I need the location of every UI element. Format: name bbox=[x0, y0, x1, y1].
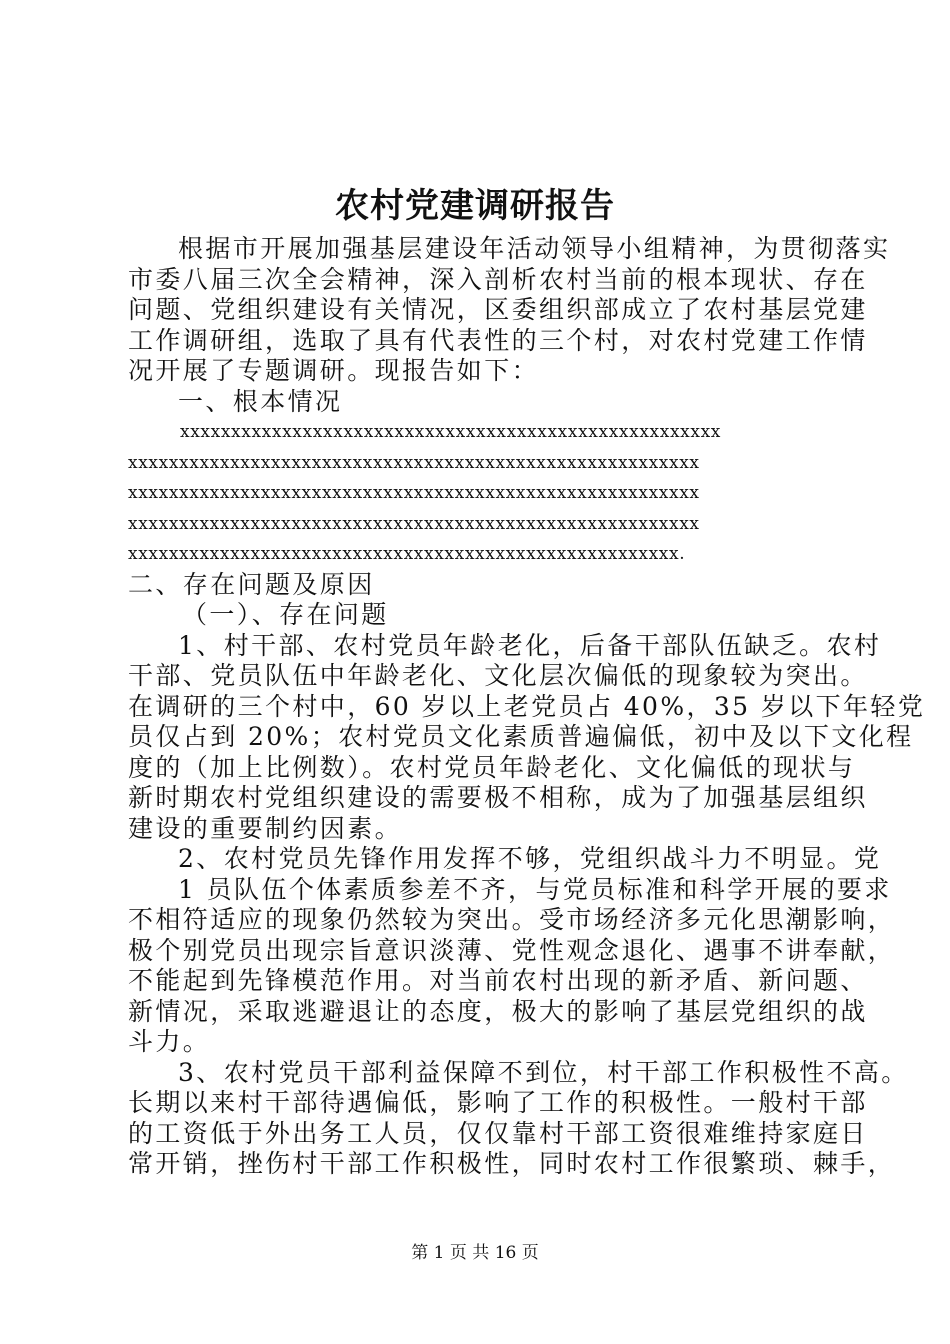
intro-line-5: 况开展了专题调研。现报告如下： bbox=[128, 356, 540, 385]
problem-2-line-7: 斗力。 bbox=[128, 1027, 211, 1056]
page-footer: 第 1 页 共 16 页 bbox=[411, 1243, 539, 1263]
problem-2-line-1: 2、农村党员先锋作用发挥不够，党组织战斗力不明显。党 bbox=[178, 844, 882, 873]
problem-1-line-3: 在调研的三个村中，60 岁以上老党员占 40%，35 岁以下年轻党 bbox=[128, 691, 926, 721]
problem-2-line-2: 1 员队伍个体素质参差不齐，与党员标准和科学开展的要求 bbox=[178, 874, 892, 904]
placeholder-line-3: xxxxxxxxxxxxxxxxxxxxxxxxxxxxxxxxxxxxxxxxxxxxxxxxxxxxxxxx bbox=[128, 483, 700, 503]
document-body bbox=[128, 234, 926, 1180]
problem-1-line-6: 新时期农村党组织建设的需要极不相称，成为了加强基层组织 bbox=[128, 783, 868, 812]
section-heading-basic: 一、根本情况 bbox=[178, 386, 343, 416]
problem-2-line-4: 极个别党员出现宗旨意识淡薄、党性观念退化、遇事不讲奉献， bbox=[128, 935, 896, 965]
section-heading-problems: 二、存在问题及原因 bbox=[128, 569, 375, 599]
problem-1-line-5: 度的（加上比例数）。农村党员年龄老化、文化偏低的现状与 bbox=[128, 752, 856, 782]
problem-2-line-5: 不能起到先锋模范作用。对当前农村出现的新矛盾、新问题、 bbox=[128, 966, 868, 995]
placeholder-line-1: xxxxxxxxxxxxxxxxxxxxxxxxxxxxxxxxxxxxxxxxxxxxxxxxxxxxx bbox=[180, 422, 721, 442]
intro-line-2: 市委八届三次全会精神，深入剖析农村当前的根本现状、存在 bbox=[128, 264, 868, 294]
problem-3-line-2: 长期以来村干部待遇偏低，影响了工作的积极性。一般村干部 bbox=[128, 1088, 868, 1117]
problem-2-line-3: 不相符适应的现象仍然较为突出。受市场经济多元化思潮影响， bbox=[128, 905, 896, 934]
problem-1-line-4: 员仅占到 20%；农村党员文化素质普遍偏低，初中及以下文化程 bbox=[128, 722, 914, 751]
document-title: 农村党建调研报告 bbox=[335, 186, 615, 226]
intro-line-4: 工作调研组，选取了具有代表性的三个村，对农村党建工作情 bbox=[128, 325, 868, 355]
subsection-heading-problems: （一）、存在问题 bbox=[182, 600, 389, 629]
problem-1-line-7: 建设的重要制约因素。 bbox=[128, 813, 403, 843]
placeholder-line-4: xxxxxxxxxxxxxxxxxxxxxxxxxxxxxxxxxxxxxxxxxxxxxxxxxxxxxxxx bbox=[128, 513, 700, 534]
problem-1-line-2: 干部、党员队伍中年龄老化、文化层次偏低的现象较为突出。 bbox=[128, 661, 868, 690]
placeholder-line-2: xxxxxxxxxxxxxxxxxxxxxxxxxxxxxxxxxxxxxxxxxxxxxxxxxxxxxxxx bbox=[128, 452, 700, 473]
problem-3-line-1: 3、农村党员干部利益保障不到位，村干部工作积极性不高。 bbox=[178, 1057, 909, 1087]
intro-line-3: 问题、党组织建设有关情况，区委组织部成立了农村基层党建 bbox=[128, 295, 868, 324]
intro-line-1: 根据市开展加强基层建设年活动领导小组精神，为贯彻落实 bbox=[178, 234, 891, 263]
placeholder-line-5: xxxxxxxxxxxxxxxxxxxxxxxxxxxxxxxxxxxxxxxxxxxxxxxxxxxxxx. bbox=[128, 544, 686, 564]
problem-3-line-3: 的工资低于外出务工人员，仅仅靠村干部工资很难维持家庭日 bbox=[128, 1118, 868, 1148]
problem-2-line-6: 新情况，采取逃避退让的态度，极大的影响了基层党组织的战 bbox=[128, 996, 868, 1026]
problem-1-line-1: 1、村干部、农村党员年龄老化，后备干部队伍缺乏。农村 bbox=[178, 630, 882, 660]
problem-3-line-4: 常开销，挫伤村干部工作积极性，同时农村工作很繁琐、棘手， bbox=[128, 1149, 896, 1178]
